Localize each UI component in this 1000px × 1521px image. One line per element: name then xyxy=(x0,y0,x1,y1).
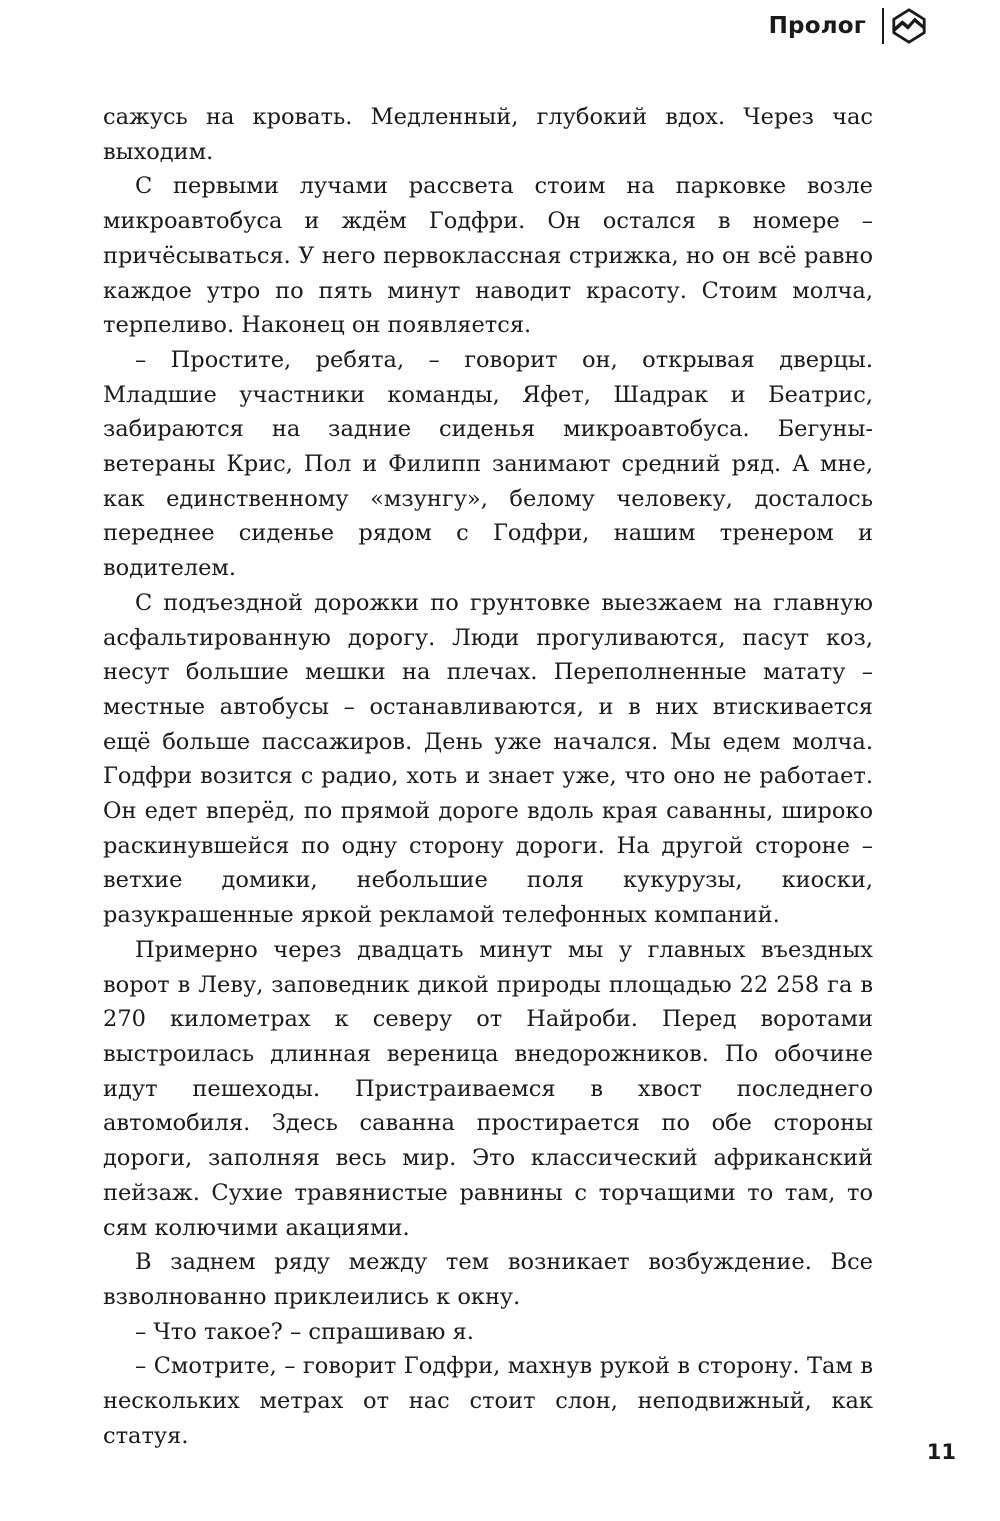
paragraph: В заднем ряду между тем возникает возбуждение. Все взволнованно приклеились к окну. xyxy=(103,1249,873,1310)
paragraph: – Простите, ребята, – говорит он, открывая дверцы. Младшие участники команды, Яфет, Шадрак и Беатрис, забираются на задние сиденья микроавтобуса. Бегуны-ветераны Крис, Пол и Филипп занимают средний ряд. А мне, как единственному «мзунгу», белому человеку, досталось переднее сиденье рядом с Годфри, нашим тренером и водителем. xyxy=(103,346,873,582)
header-divider xyxy=(882,8,884,44)
paragraph: С первыми лучами рассвета стоим на парковке возле микроавтобуса и ждём Годфри. Он остался в номере – причёсываться. У него первоклассная стрижка, но он всё равно каждое утро по пять минут наводит красоту. Стоим молча, терпеливо. Наконец он появляется. xyxy=(103,173,873,339)
page-number: 11 xyxy=(926,1440,956,1464)
chapter-title: Пролог xyxy=(768,13,866,39)
running-header xyxy=(769,6,928,46)
paragraph: – Смотрите, – говорит Годфри, махнув рукой в сторону. Там в нескольких метрах от нас стоит слон, неподвижный, как статуя. xyxy=(103,1353,873,1449)
mountain-emblem-icon xyxy=(890,7,928,45)
paragraph: – Что такое? – спрашиваю я. xyxy=(135,1318,474,1345)
paragraph: Примерно через двадцать минут мы у главных въездных ворот в Леву, заповедник дикой природы площадью 22 258 га в 270 километрах к северу от Найроби. Перед воротами выстроилась длинная вереница внедорожников. По обочине идут пешеходы. Пристраиваемся в хвост последнего автомобиля. Здесь саванна простирается по обе стороны дороги, заполняя весь мир. Это классический африканский пейзаж. Сухие травянистые равнины с торчащими то там, то сям колючими акациями. xyxy=(103,936,873,1241)
paragraph: С подъездной дорожки по грунтовке выезжаем на главную асфальтированную дорогу. Люди прогуливаются, пасут коз, несут большие мешки на плечах. Переполненные матату – местные автобусы – останавливаются, и в них втискивается ещё больше пассажиров. День уже начался. Мы едем молча. Годфри возится с радио, хоть и знает уже, что оно не работает. Он едет вперёд, по прямой дороге вдоль края саванны, широко раскинувшейся по одну сторону дороги. На другой стороне – ветхие домики, небольшие поля кукурузы, киоски, разукрашенные яркой рекламой телефонных компаний. xyxy=(103,589,873,929)
paragraph: сажусь на кровать. Медленный, глубокий вдох. Через час выходим. xyxy=(103,104,873,165)
body-text xyxy=(103,100,873,1453)
